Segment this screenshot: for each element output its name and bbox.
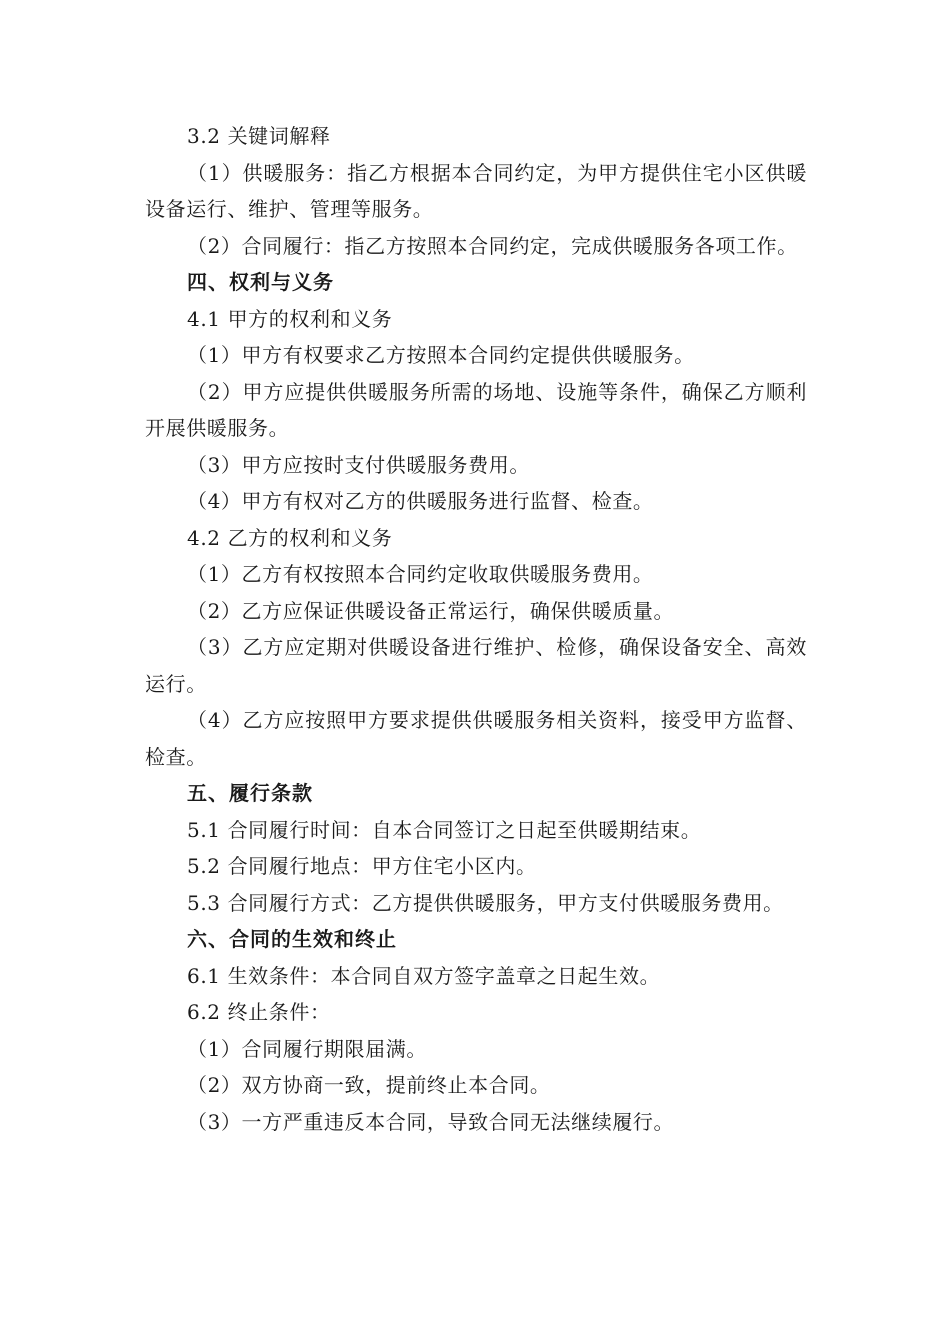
clause-3-2-item-1: （1）供暖服务：指乙方根据本合同约定，为甲方提供住宅小区供暖设备运行、维护、管理等服务。	[145, 160, 807, 221]
section-heading-6: 六、合同的生效和终止	[187, 927, 397, 951]
clause-3-2-title: 3.2 关键词解释	[187, 124, 331, 148]
clause-6-1: 6.1 生效条件：本合同自双方签字盖章之日起生效。	[187, 963, 661, 988]
clause-4-1-item-3: （3）甲方应按时支付供暖服务费用。	[187, 452, 530, 477]
clause-3-2-item-2: （2）合同履行：指乙方按照本合同约定，完成供暖服务各项工作。	[187, 233, 798, 258]
clause-4-2-item-1: （1）乙方有权按照本合同约定收取供暖服务费用。	[187, 562, 654, 586]
clause-6-2-item-3: （3）一方严重违反本合同，导致合同无法继续履行。	[187, 1109, 675, 1134]
document-page	[145, 118, 807, 1140]
clause-5-1: 5.1 合同履行时间：自本合同签订之日起至供暖期结束。	[187, 817, 702, 842]
clause-4-2-item-3: （3）乙方应定期对供暖设备进行维护、检修，确保设备安全、高效运行。	[145, 635, 807, 696]
section-heading-5: 五、履行条款	[187, 781, 313, 805]
clause-4-2-item-2: （2）乙方应保证供暖设备正常运行，确保供暖质量。	[187, 598, 675, 623]
clause-6-2-item-2: （2）双方协商一致，提前终止本合同。	[187, 1073, 551, 1097]
clause-4-1-item-4: （4）甲方有权对乙方的供暖服务进行监督、检查。	[187, 489, 654, 513]
clause-6-2-title: 6.2 终止条件：	[187, 1000, 331, 1024]
clause-5-2: 5.2 合同履行地点：甲方住宅小区内。	[187, 854, 537, 878]
section-heading-4: 四、权利与义务	[187, 270, 334, 294]
clause-6-2-item-1: （1）合同履行期限届满。	[187, 1036, 427, 1061]
clause-4-2-title: 4.2 乙方的权利和义务	[187, 525, 393, 550]
clause-4-1-item-1: （1）甲方有权要求乙方按照本合同约定提供供暖服务。	[187, 343, 695, 367]
clause-4-1-item-2: （2）甲方应提供供暖服务所需的场地、设施等条件，确保乙方顺利开展供暖服务。	[145, 379, 807, 440]
clause-4-1-title: 4.1 甲方的权利和义务	[187, 306, 393, 331]
clause-5-3: 5.3 合同履行方式：乙方提供供暖服务，甲方支付供暖服务费用。	[187, 890, 784, 915]
clause-4-2-item-4: （4）乙方应按照甲方要求提供供暖服务相关资料，接受甲方监督、检查。	[145, 708, 807, 769]
